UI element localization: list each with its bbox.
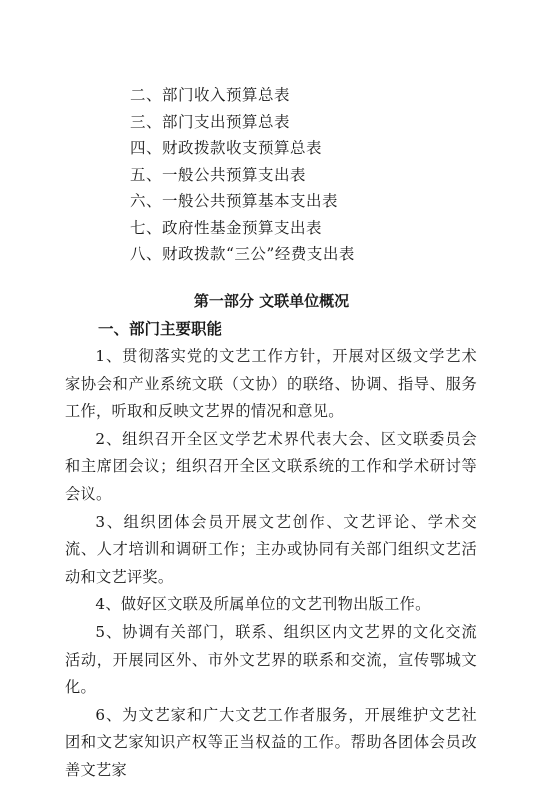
toc-item: 八、财政拨款“三公”经费支出表: [130, 245, 355, 263]
section-heading: 一、部门主要职能: [98, 320, 223, 338]
toc-item: 七、政府性基金预算支出表: [130, 218, 323, 237]
toc-item: 四、财政拨款收支预算总表: [130, 139, 323, 157]
section-body: [65, 343, 477, 785]
paragraph: 5、协调有关部门，联系、组织区内文艺界的文化交流活动，开展同区外、市外文艺界的联系和交流，宣传鄂城文化。: [65, 622, 477, 697]
toc-item: 二、部门收入预算总表: [130, 86, 291, 104]
table-of-contents: [130, 82, 355, 268]
paragraph: 4、做好区文联及所属单位的文艺刊物出版工作。: [95, 595, 431, 614]
paragraph: 1、贯彻落实党的文艺工作方针，开展对区级文学艺术家协会和产业系统文联（文协）的联络、协调、指导、服务工作，听取和反映文艺界的情况和意见。: [65, 347, 477, 421]
paragraph: 6、为文艺家和广大文艺工作者服务，开展维护文艺社团和文艺家知识产权等正当权益的工作。帮助各团体会员改善文艺家: [65, 705, 477, 779]
part-title: 第一部分 文联单位概况: [193, 292, 350, 310]
toc-item: 五、一般公共预算支出表: [130, 165, 307, 184]
toc-item: 三、部门支出预算总表: [130, 112, 291, 131]
toc-item: 六、一般公共预算基本支出表: [130, 192, 339, 210]
paragraph: 3、组织团体会员开展文艺创作、文艺评论、学术交流、人才培训和调研工作；主办或协同有关部门组织文艺活动和文艺评奖。: [65, 512, 477, 586]
paragraph: 2、组织召开全区文学艺术界代表大会、区文联委员会和主席团会议；组织召开全区文联系统的工作和学术研讨等会议。: [65, 429, 477, 503]
